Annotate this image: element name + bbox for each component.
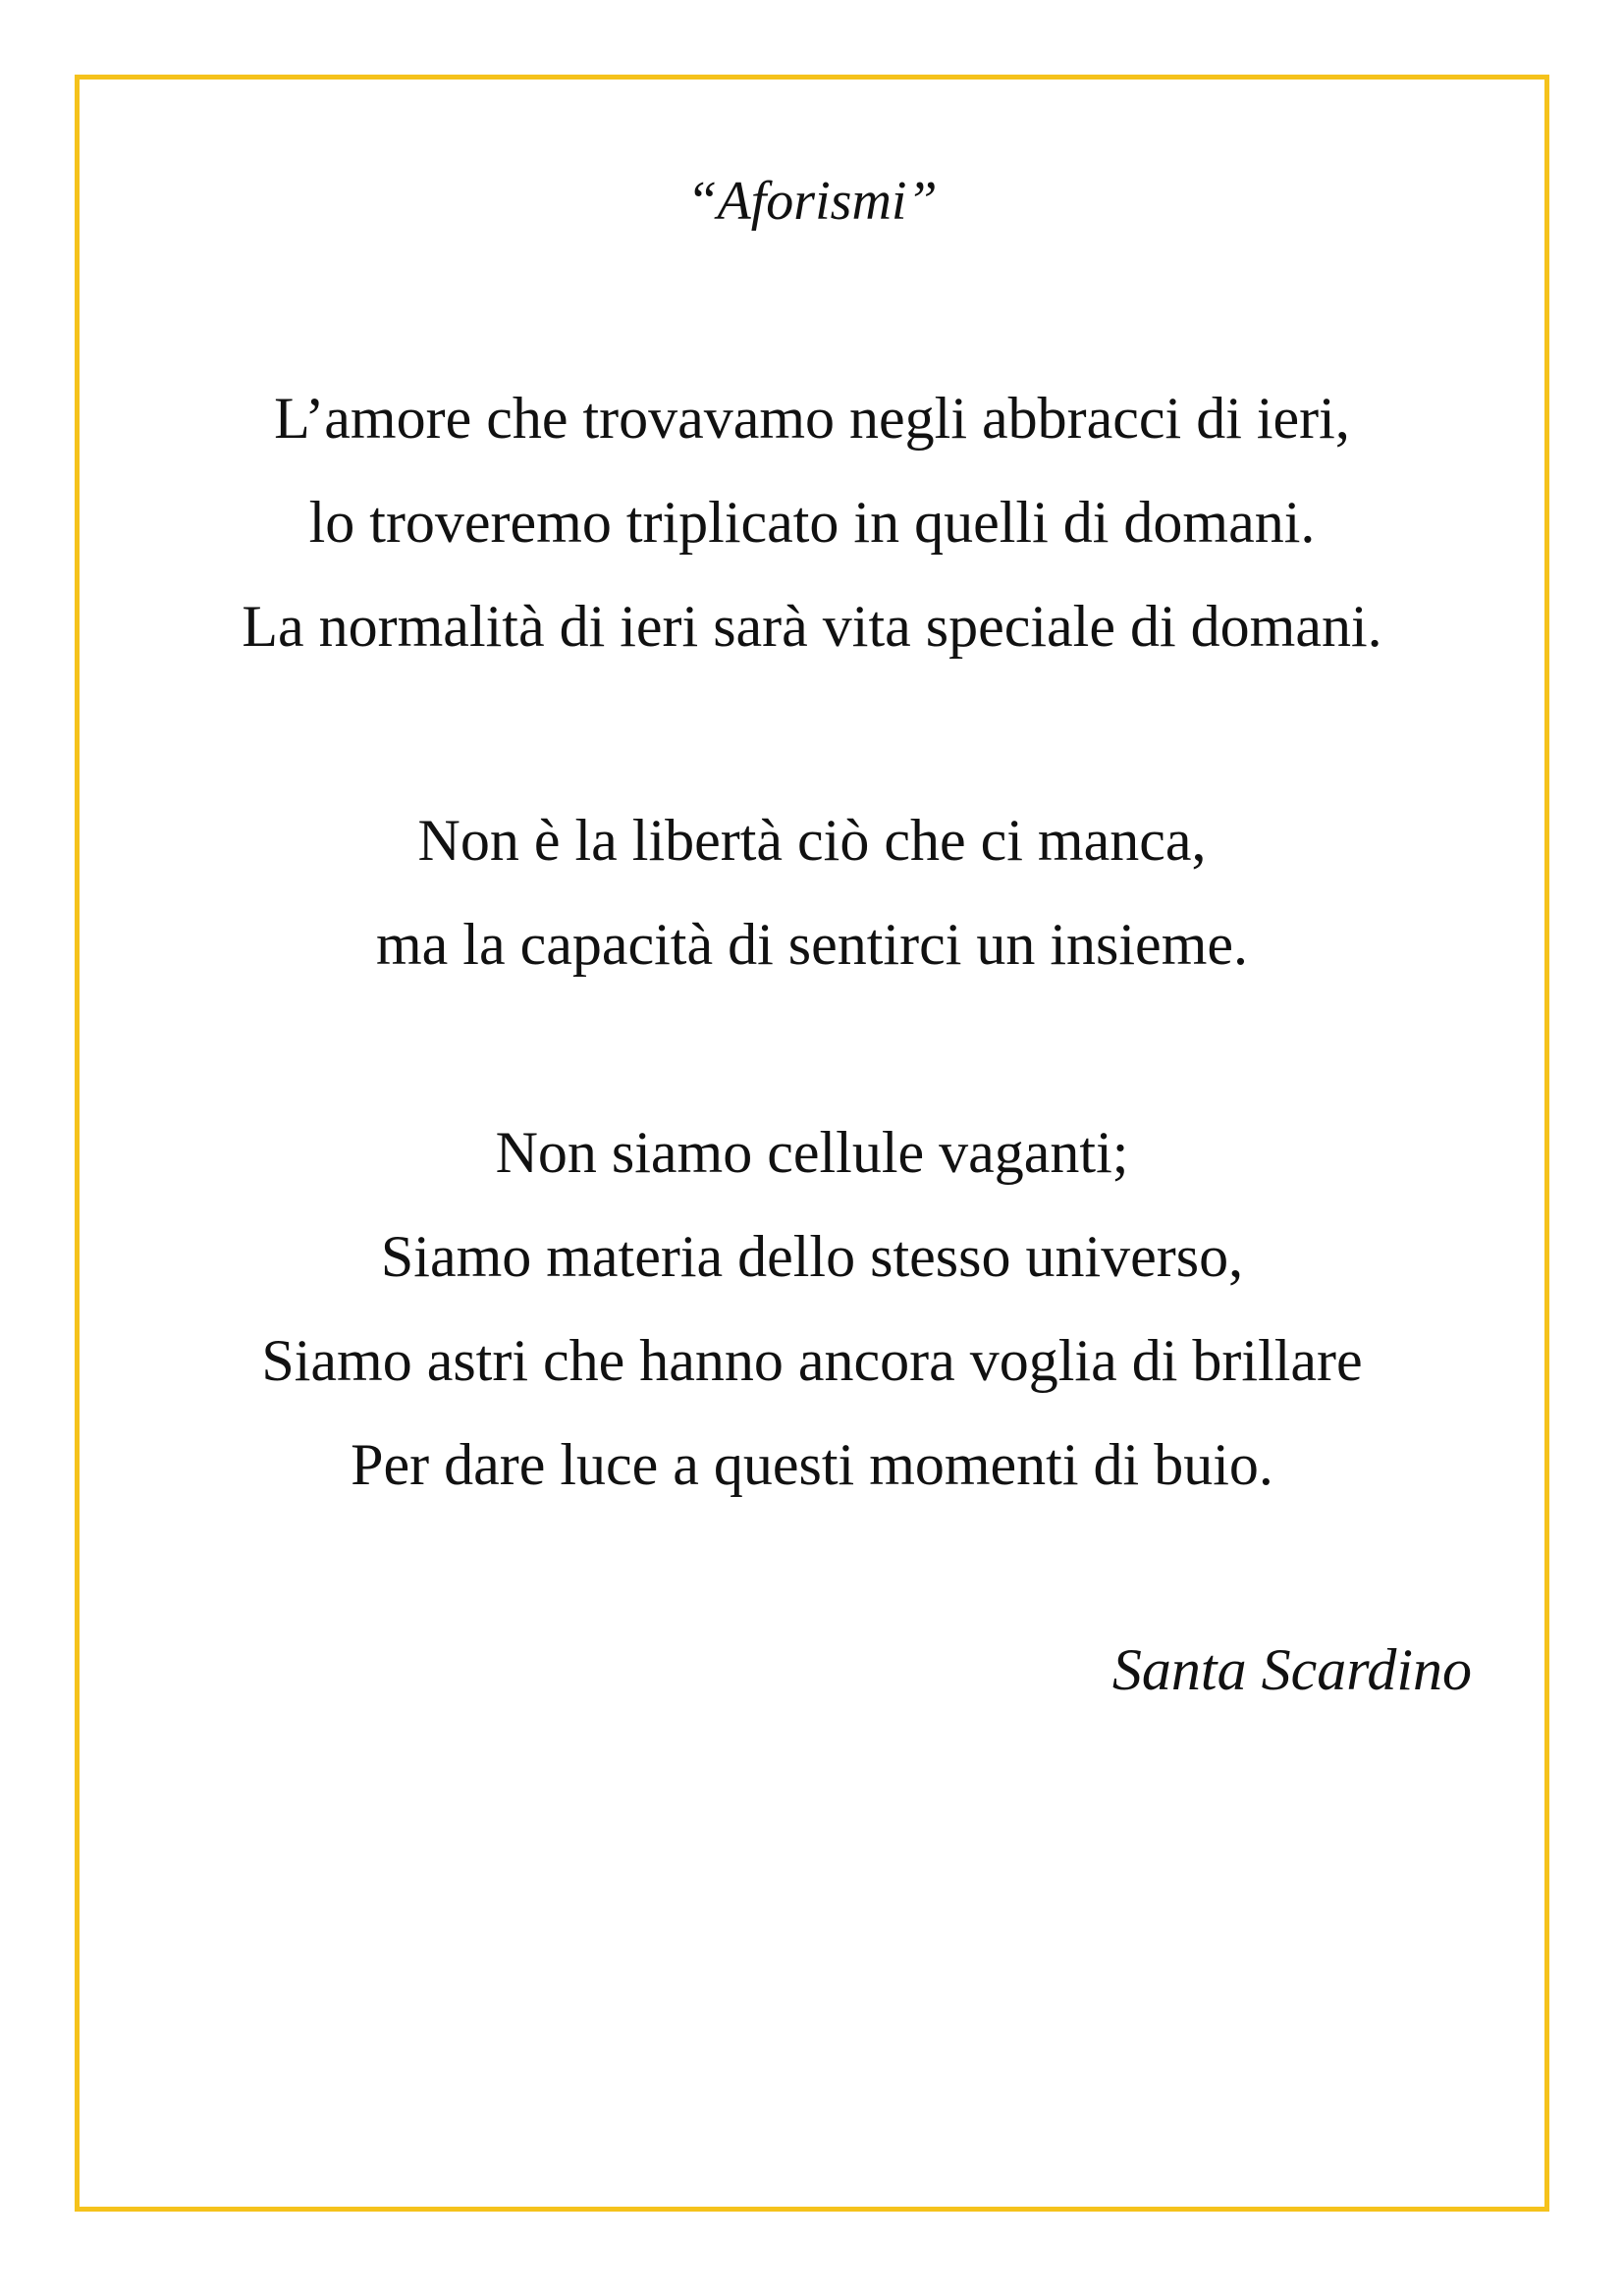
stanza-2 xyxy=(80,788,1544,996)
stanza-2-line-1: Non è la libertà ciò che ci manca, xyxy=(417,808,1207,873)
stanza-1-line-1: L’amore che trovavamo negli abbracci di ieri, xyxy=(274,386,1350,451)
stanza-3-line-2: Siamo materia dello stesso universo, xyxy=(380,1224,1244,1289)
author-signature: Santa Scardino xyxy=(1111,1637,1472,1702)
stanza-2-line-2: ma la capacità di sentirci un insieme. xyxy=(376,912,1248,977)
stanza-1 xyxy=(80,366,1544,678)
stanza-3 xyxy=(80,1100,1544,1517)
stanza-1-line-3: La normalità di ieri sarà vita speciale di domani. xyxy=(242,594,1382,659)
stanza-3-line-4: Per dare luce a questi momenti di buio. xyxy=(351,1432,1273,1497)
stanza-3-line-1: Non siamo cellule vaganti; xyxy=(495,1120,1129,1185)
poem-title: “Aforismi” xyxy=(686,171,938,232)
stanza-3-line-3: Siamo astri che hanno ancora voglia di brillare xyxy=(261,1328,1363,1393)
stanza-1-line-2: lo troveremo triplicato in quelli di domani. xyxy=(308,490,1316,555)
page-border-frame xyxy=(75,75,1549,2212)
